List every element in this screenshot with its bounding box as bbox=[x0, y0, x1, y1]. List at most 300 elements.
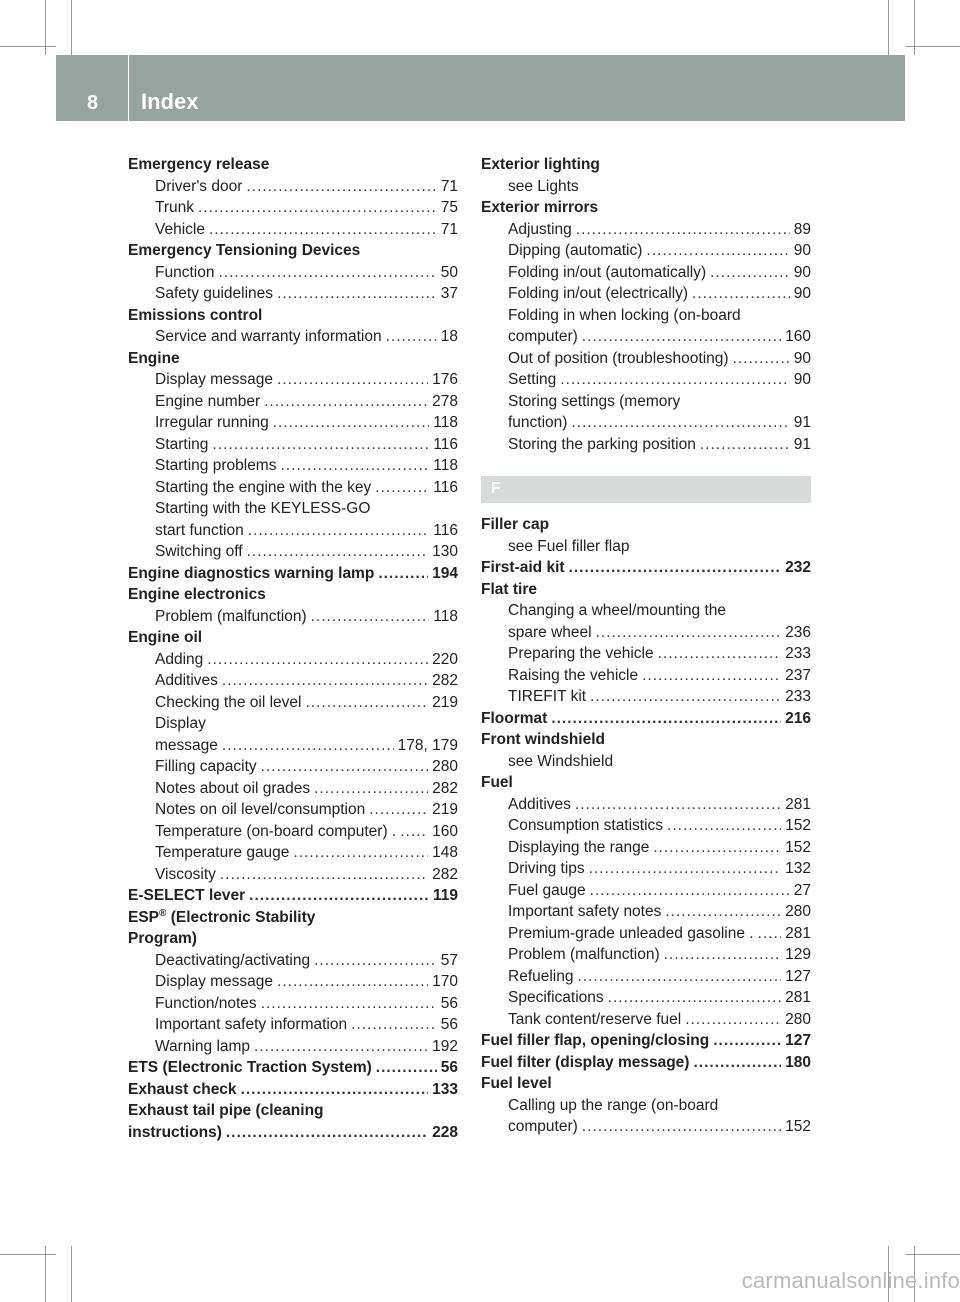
index-subentry[interactable] bbox=[481, 1009, 811, 1031]
entry-text: Storing the parking position bbox=[508, 435, 696, 453]
entry-text: Trunk bbox=[155, 199, 195, 216]
crop-mark bbox=[71, 0, 72, 55]
page-ref: 18 bbox=[440, 328, 458, 345]
page-ref: 236 bbox=[785, 623, 811, 641]
dot-leader bbox=[241, 1079, 429, 1101]
page-ref: 194 bbox=[432, 564, 458, 582]
index-entry bbox=[481, 729, 811, 751]
entry-text: Changing a wheel/mounting the bbox=[508, 602, 727, 619]
index-subentry[interactable] bbox=[128, 326, 458, 348]
page-ref: 116 bbox=[433, 478, 458, 496]
index-subentry[interactable] bbox=[128, 993, 458, 1015]
dot-leader bbox=[733, 348, 790, 370]
dot-leader bbox=[386, 326, 437, 348]
page-ref: 50 bbox=[440, 263, 458, 281]
index-subentry[interactable] bbox=[128, 821, 458, 843]
page-ref: 278 bbox=[432, 392, 458, 410]
index-subentry[interactable] bbox=[128, 391, 458, 413]
index-entry[interactable] bbox=[481, 557, 811, 579]
index-subentry[interactable] bbox=[128, 735, 458, 757]
page-ref: 89 bbox=[793, 220, 811, 238]
dot-leader bbox=[198, 197, 437, 219]
index-entry[interactable] bbox=[128, 885, 458, 907]
page-ref: 152 bbox=[785, 1118, 811, 1135]
entry-text: Display message bbox=[155, 371, 274, 388]
page-ref: 160 bbox=[785, 328, 811, 345]
page-ref: 232 bbox=[785, 559, 811, 576]
dot-leader bbox=[246, 176, 436, 198]
page-header bbox=[56, 55, 905, 121]
dot-leader bbox=[293, 842, 428, 864]
entry-text: Starting with the KEYLESS-GO bbox=[155, 500, 371, 517]
dot-leader bbox=[220, 864, 428, 886]
index-entry bbox=[481, 514, 811, 536]
entry-text: Adjusting bbox=[508, 220, 572, 238]
index-subentry[interactable] bbox=[481, 326, 811, 348]
page-ref: 130 bbox=[432, 543, 458, 560]
dot-leader bbox=[311, 606, 430, 628]
crop-mark bbox=[888, 0, 889, 55]
entry-text: Emergency Tensioning Devices bbox=[128, 242, 361, 259]
dot-leader bbox=[261, 993, 437, 1015]
index-entry[interactable] bbox=[481, 708, 811, 730]
index-subentry[interactable] bbox=[128, 864, 458, 886]
index-subentry[interactable] bbox=[481, 665, 811, 687]
index-entry bbox=[128, 154, 458, 176]
entry-text: Problem (malfunction) bbox=[508, 946, 660, 963]
entry-text: see Lights bbox=[508, 177, 579, 195]
index-subentry[interactable] bbox=[481, 923, 811, 945]
entry-text: Consumption statistics bbox=[508, 817, 664, 834]
dot-leader bbox=[589, 858, 781, 880]
index-subentry[interactable] bbox=[481, 622, 811, 644]
crop-mark bbox=[905, 46, 960, 47]
entry-text: Fuel filter (display message) bbox=[481, 1053, 690, 1071]
registered-mark: ® bbox=[159, 907, 167, 919]
page-ref: 56 bbox=[440, 1059, 458, 1076]
index-subentry bbox=[481, 391, 811, 413]
index-entry bbox=[481, 1073, 811, 1095]
page-ref: 118 bbox=[433, 457, 458, 474]
page-ref: 90 bbox=[793, 371, 811, 388]
dot-leader bbox=[576, 219, 790, 241]
entry-text: Emissions control bbox=[128, 306, 263, 324]
entry-text: Fuel gauge bbox=[508, 881, 586, 899]
index-subentry[interactable] bbox=[481, 262, 811, 284]
index-subentry[interactable] bbox=[128, 606, 458, 628]
dot-leader bbox=[608, 987, 781, 1009]
entry-text: Preparing the vehicle bbox=[508, 645, 654, 662]
index-subentry[interactable] bbox=[481, 815, 811, 837]
entry-text: Deactivating/activating bbox=[155, 951, 311, 969]
index-entry[interactable] bbox=[481, 1030, 811, 1052]
index-subentry[interactable] bbox=[481, 240, 811, 262]
entry-text: Irregular running bbox=[155, 414, 269, 431]
page-ref: 37 bbox=[440, 285, 458, 302]
page-ref: 129 bbox=[785, 946, 811, 963]
entry-text: ESP bbox=[128, 908, 160, 926]
dot-leader bbox=[710, 262, 790, 284]
entry-text: Folding in/out (electrically) bbox=[508, 285, 689, 302]
entry-text: Flat tire bbox=[481, 580, 537, 598]
dot-leader bbox=[578, 966, 782, 988]
entry-text: Additives bbox=[508, 795, 571, 813]
index-subentry[interactable] bbox=[481, 643, 811, 665]
entry-text: Starting problems bbox=[155, 457, 277, 474]
index-subentry[interactable] bbox=[481, 837, 811, 859]
entry-text: Driver's door bbox=[155, 177, 243, 195]
dot-leader bbox=[575, 794, 781, 816]
index-entry[interactable] bbox=[128, 563, 458, 585]
dot-leader bbox=[693, 1052, 781, 1074]
dot-leader bbox=[277, 369, 428, 391]
index-subentry bbox=[481, 536, 811, 558]
dot-leader bbox=[376, 1057, 437, 1079]
index-subentry[interactable] bbox=[128, 434, 458, 456]
dot-leader bbox=[314, 778, 428, 800]
dot-leader bbox=[758, 923, 782, 945]
dot-leader bbox=[646, 240, 789, 262]
dot-leader bbox=[658, 643, 782, 665]
dot-leader bbox=[207, 649, 428, 671]
index-subentry[interactable] bbox=[128, 520, 458, 542]
index-subentry[interactable] bbox=[128, 670, 458, 692]
page-ref: 152 bbox=[785, 817, 811, 834]
entry-text: Starting the engine with the key bbox=[155, 478, 372, 496]
entry-text: Adding bbox=[155, 650, 204, 668]
index-subentry[interactable] bbox=[128, 692, 458, 714]
index-subentry bbox=[128, 713, 458, 735]
page-ref: 119 bbox=[432, 887, 458, 904]
entry-text: Engine diagnostics warning lamp bbox=[128, 564, 375, 582]
dot-leader bbox=[667, 815, 781, 837]
dot-leader bbox=[665, 901, 781, 923]
entry-text: Filler cap bbox=[481, 516, 550, 533]
index-subentry[interactable] bbox=[128, 778, 458, 800]
index-entry bbox=[481, 579, 811, 601]
index-entry bbox=[481, 154, 811, 176]
page-ref: 118 bbox=[433, 414, 458, 431]
entry-text: Refueling bbox=[508, 967, 574, 985]
dot-leader bbox=[314, 950, 437, 972]
index-subentry[interactable] bbox=[481, 901, 811, 923]
entry-text: Emergency release bbox=[128, 156, 270, 173]
page-ref: 27 bbox=[793, 881, 811, 899]
entry-text: E-SELECT lever bbox=[128, 887, 246, 904]
entry-text: Filling capacity bbox=[155, 758, 257, 775]
dot-leader bbox=[280, 455, 429, 477]
entry-text: Engine oil bbox=[128, 629, 203, 646]
dot-leader bbox=[378, 563, 428, 585]
entry-text: Tank content/reserve fuel bbox=[508, 1010, 682, 1028]
index-subentry[interactable] bbox=[128, 799, 458, 821]
dot-leader bbox=[247, 541, 429, 563]
page-ref: 281 bbox=[785, 924, 811, 942]
dot-leader bbox=[222, 735, 394, 757]
index-subentry[interactable] bbox=[481, 987, 811, 1009]
entry-text: First-aid kit bbox=[481, 559, 565, 576]
index-entry bbox=[128, 1100, 458, 1122]
page-ref: 116 bbox=[433, 521, 458, 539]
page-ref: 118 bbox=[433, 607, 458, 625]
page-ref: 132 bbox=[785, 860, 811, 877]
page-ref: 160 bbox=[432, 822, 458, 840]
entry-text: Function bbox=[155, 263, 215, 281]
index-subentry[interactable] bbox=[481, 283, 811, 305]
entry-text: Temperature gauge bbox=[155, 844, 290, 861]
index-entry[interactable] bbox=[128, 1122, 458, 1144]
index-subentry[interactable] bbox=[128, 219, 458, 241]
dot-leader bbox=[369, 799, 428, 821]
dot-leader bbox=[277, 283, 437, 305]
index-entry[interactable] bbox=[481, 1052, 811, 1074]
index-entry bbox=[128, 627, 458, 649]
index-entry bbox=[481, 772, 811, 794]
page-ref: 90 bbox=[793, 285, 811, 302]
dot-leader bbox=[551, 708, 781, 730]
page-ref: 170 bbox=[432, 973, 458, 990]
index-subentry[interactable] bbox=[481, 794, 811, 816]
page-ref: 219 bbox=[432, 801, 458, 818]
page-ref: 216 bbox=[785, 709, 811, 727]
index-subentry[interactable] bbox=[481, 219, 811, 241]
index-subentry bbox=[481, 305, 811, 327]
entry-text: Out of position (troubleshooting) bbox=[508, 349, 729, 367]
page-ref: 282 bbox=[432, 865, 458, 883]
index-subentry bbox=[481, 176, 811, 198]
dot-leader bbox=[248, 520, 430, 542]
entry-text: Fuel level bbox=[481, 1075, 552, 1092]
entry-text: ETS (Electronic Traction System) bbox=[128, 1059, 372, 1076]
index-subentry[interactable] bbox=[128, 756, 458, 778]
entry-text: Dipping (automatic) bbox=[508, 242, 643, 259]
dot-leader bbox=[305, 692, 428, 714]
entry-text: computer) bbox=[508, 328, 578, 345]
dot-leader bbox=[264, 391, 428, 413]
entry-text: Exhaust tail pipe (cleaning bbox=[128, 1102, 324, 1119]
index-subentry[interactable] bbox=[128, 1036, 458, 1058]
dot-leader bbox=[685, 1009, 781, 1031]
page-ref: 91 bbox=[793, 435, 811, 453]
index-subentry bbox=[481, 751, 811, 773]
index-subentry[interactable] bbox=[481, 686, 811, 708]
header-divider bbox=[128, 55, 129, 121]
index-subentry[interactable] bbox=[481, 966, 811, 988]
entry-text: Setting bbox=[508, 371, 557, 388]
page-ref: 282 bbox=[432, 672, 458, 689]
entry-text: Safety guidelines bbox=[155, 285, 274, 302]
entry-text: Service and warranty information bbox=[155, 328, 382, 345]
index-subentry[interactable] bbox=[128, 477, 458, 499]
dot-leader bbox=[664, 944, 782, 966]
page-ref: 148 bbox=[432, 844, 458, 861]
index-subentry[interactable] bbox=[481, 348, 811, 370]
page-ref: 220 bbox=[432, 650, 458, 668]
dot-leader bbox=[273, 412, 430, 434]
entry-text: Displaying the range bbox=[508, 838, 650, 856]
dot-leader bbox=[254, 1036, 428, 1058]
entry-text: Engine number bbox=[155, 392, 261, 410]
entry-text: Notes about oil grades bbox=[155, 779, 311, 797]
dot-leader bbox=[713, 1030, 781, 1052]
dot-leader bbox=[700, 434, 790, 456]
entry-text: Floormat bbox=[481, 709, 548, 727]
entry-text: Vehicle bbox=[155, 220, 205, 238]
dot-leader bbox=[249, 885, 429, 907]
index-subentry[interactable] bbox=[128, 369, 458, 391]
entry-text: Important safety information bbox=[155, 1016, 348, 1033]
index-subentry[interactable] bbox=[481, 1116, 811, 1138]
index-entry[interactable] bbox=[128, 1057, 458, 1079]
crop-mark bbox=[71, 1246, 72, 1302]
index-entry bbox=[128, 240, 458, 262]
page-ref: 57 bbox=[440, 951, 458, 969]
entry-text: Display message bbox=[155, 973, 274, 990]
page-ref: 233 bbox=[785, 645, 811, 662]
page-ref: 56 bbox=[440, 1016, 458, 1033]
entry-text: Fuel bbox=[481, 774, 513, 791]
page-title: Index bbox=[141, 89, 199, 114]
entry-text: Engine bbox=[128, 349, 180, 367]
page-ref: 233 bbox=[785, 688, 811, 705]
entry-text: Function/notes bbox=[155, 994, 257, 1012]
entry-text: Additives bbox=[155, 672, 218, 689]
page-ref: 90 bbox=[793, 263, 811, 281]
entry-text: Warning lamp bbox=[155, 1037, 251, 1055]
page-ref: 281 bbox=[785, 795, 811, 813]
entry-text: message bbox=[155, 736, 218, 754]
page-ref: 71 bbox=[440, 220, 458, 238]
dot-leader bbox=[653, 837, 781, 859]
page-ref: 127 bbox=[785, 967, 811, 985]
entry-text: Specifications bbox=[508, 989, 604, 1006]
index-subentry[interactable] bbox=[128, 455, 458, 477]
dot-leader bbox=[692, 283, 790, 305]
entry-text: Display bbox=[155, 715, 206, 732]
index-subentry bbox=[481, 600, 811, 622]
page-ref: 133 bbox=[432, 1080, 458, 1098]
index-subentry[interactable] bbox=[481, 369, 811, 391]
entry-text: Program) bbox=[128, 930, 197, 947]
entry-text: Problem (malfunction) bbox=[155, 607, 307, 625]
index-entry bbox=[128, 584, 458, 606]
dot-leader bbox=[222, 670, 428, 692]
page-ref: 228 bbox=[432, 1123, 458, 1141]
index-subentry[interactable] bbox=[128, 950, 458, 972]
index-subentry[interactable] bbox=[481, 858, 811, 880]
page-ref: 280 bbox=[432, 758, 458, 775]
page-ref: 237 bbox=[785, 666, 811, 684]
dot-leader bbox=[209, 219, 437, 241]
entry-text: Viscosity bbox=[155, 865, 216, 883]
crop-mark bbox=[0, 46, 56, 47]
page-ref: 281 bbox=[785, 989, 811, 1006]
index-entry bbox=[128, 305, 458, 327]
entry-text: Engine electronics bbox=[128, 586, 266, 603]
entry-text: Storing settings (memory bbox=[508, 392, 681, 410]
index-subentry[interactable] bbox=[128, 412, 458, 434]
page-ref: 127 bbox=[785, 1032, 811, 1049]
dot-leader bbox=[351, 1014, 437, 1036]
index-entry bbox=[128, 907, 458, 929]
dot-leader bbox=[375, 477, 429, 499]
entry-text: Notes on oil level/consumption bbox=[155, 801, 366, 818]
entry-text: Important safety notes bbox=[508, 903, 662, 920]
index-subentry[interactable] bbox=[128, 176, 458, 198]
page-ref: 178, 179 bbox=[397, 736, 458, 754]
dot-leader bbox=[590, 880, 790, 902]
page-ref: 116 bbox=[433, 435, 458, 453]
entry-text: see Fuel filler flap bbox=[508, 537, 630, 555]
entry-text-after: (Electronic Stability bbox=[166, 908, 316, 926]
dot-leader bbox=[400, 821, 428, 843]
index-subentry[interactable] bbox=[481, 412, 811, 434]
dot-leader bbox=[277, 971, 428, 993]
dot-leader bbox=[571, 412, 789, 434]
page-ref: 219 bbox=[432, 693, 458, 711]
index-subentry[interactable] bbox=[128, 541, 458, 563]
dot-leader bbox=[569, 557, 782, 579]
entry-text: Starting bbox=[155, 435, 209, 453]
dot-leader bbox=[218, 262, 436, 284]
page-ref: 180 bbox=[785, 1053, 811, 1071]
entry-text: function) bbox=[508, 414, 568, 431]
index-subentry[interactable] bbox=[128, 262, 458, 284]
page-ref: 90 bbox=[793, 242, 811, 259]
entry-text: Front windshield bbox=[481, 731, 605, 748]
entry-text: Raising the vehicle bbox=[508, 666, 639, 684]
dot-leader bbox=[212, 434, 429, 456]
section-letter-bar bbox=[481, 476, 811, 503]
page-ref: 56 bbox=[440, 994, 458, 1012]
index-column-right bbox=[481, 154, 811, 1138]
page-ref: 176 bbox=[432, 371, 458, 388]
dot-leader bbox=[582, 1116, 781, 1138]
watermark: carmanualsonline.info bbox=[741, 1268, 960, 1293]
index-subentry[interactable] bbox=[128, 971, 458, 993]
page-ref: 90 bbox=[793, 349, 811, 367]
entry-text: Fuel filler flap, opening/closing bbox=[481, 1032, 710, 1049]
dot-leader bbox=[596, 622, 782, 644]
page-ref: 75 bbox=[440, 199, 458, 216]
entry-text: TIREFIT kit bbox=[508, 688, 587, 705]
dot-leader bbox=[560, 369, 789, 391]
entry-text: Exterior lighting bbox=[481, 156, 600, 173]
index-column-left bbox=[128, 154, 458, 1143]
index-subentry[interactable] bbox=[128, 1014, 458, 1036]
page-ref: 91 bbox=[793, 414, 811, 431]
entry-text: Folding in when locking (on-board bbox=[508, 306, 741, 324]
entry-text: computer) bbox=[508, 1118, 578, 1135]
page-number: 8 bbox=[87, 92, 99, 114]
entry-text: Folding in/out (automatically) bbox=[508, 263, 707, 281]
dot-leader bbox=[582, 326, 781, 348]
dot-leader bbox=[642, 665, 781, 687]
index-subentry[interactable] bbox=[128, 842, 458, 864]
page-ref: 152 bbox=[785, 838, 811, 856]
index-subentry bbox=[128, 498, 458, 520]
index-entry[interactable] bbox=[128, 1079, 458, 1101]
index-subentry[interactable] bbox=[481, 944, 811, 966]
index-subentry[interactable] bbox=[481, 434, 811, 456]
index-subentry[interactable] bbox=[128, 649, 458, 671]
entry-text: Switching off bbox=[155, 543, 243, 560]
index-subentry[interactable] bbox=[128, 283, 458, 305]
index-subentry[interactable] bbox=[481, 880, 811, 902]
index-subentry[interactable] bbox=[128, 197, 458, 219]
index-entry bbox=[128, 348, 458, 370]
entry-text: Checking the oil level bbox=[155, 693, 302, 711]
